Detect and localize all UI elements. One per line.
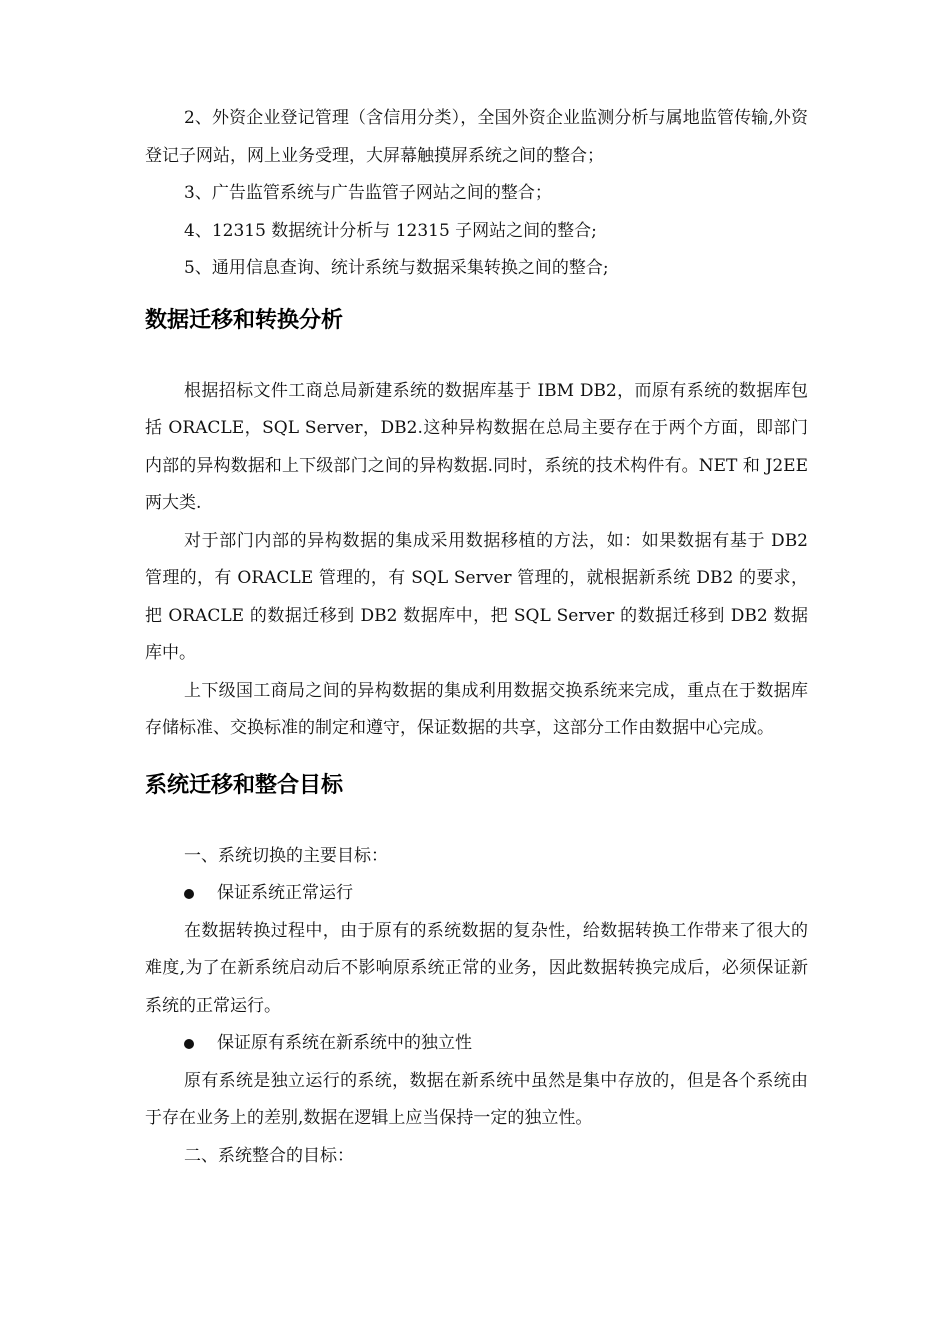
- intro-item-5: 5、通用信息查询、统计系统与数据采集转换之间的整合;: [184, 258, 609, 278]
- bullet2-paragraph: 原有系统是独立运行的系统，数据在新系统中虽然是集中存放的，但是各个系统由于存在业务上的差别,数据在逻辑上应当保持一定的独立性。: [145, 1070, 808, 1128]
- intro-item-4: 4、12315 数据统计分析与 12315 子网站之间的整合;: [184, 220, 597, 241]
- bullet1-paragraph: 在数据转换过程中，由于原有的系统数据的复杂性，给数据转换工作带来了很大的难度,为了在新系统启动后不影响原系统正常的业务，因此数据转换完成后，必须保证新系统的正常运行。: [145, 920, 808, 1016]
- bullet-dot-icon: [184, 889, 194, 899]
- section-heading-data-migration: 数据迁移和转换分析: [145, 307, 344, 333]
- section-heading-system-migration: 系统迁移和整合目标: [145, 772, 344, 798]
- bullet-dot-icon: [184, 1039, 194, 1049]
- bullet-label: 保证原有系统在新系统中的独立性: [217, 1033, 472, 1053]
- document-page: [145, 100, 808, 1175]
- section1-paragraph: 对于部门内部的异构数据的集成采用数据移植的方法，如：如果数据有基于 DB2 管理的，有 ORACLE 管理的，有 SQL Server 管理的，就根据新系统 DB2 的要求，把 ORACLE 的数据迁移到 DB2 数据库中，把 SQL Server 的数据迁移到 DB2 数据库中。: [145, 530, 808, 663]
- bullet-label: 保证系统正常运行: [217, 883, 353, 903]
- bullet-item: [145, 875, 808, 913]
- goal2-heading: 二、系统整合的目标：: [184, 1145, 354, 1166]
- intro-item-2: 2、外资企业登记管理（含信用分类），全国外资企业监测分析与属地监管传输,外资登记子网站，网上业务受理，大屏幕触摸屏系统之间的整合；: [145, 108, 808, 166]
- section1-paragraph: 根据招标文件工商总局新建系统的数据库基于 IBM DB2，而原有系统的数据库包括 ORACLE，SQL Server，DB2.这种异构数据在总局主要存在于两个方面，即部门内部的异构数据和上下级部门之间的异构数据.同时，系统的技术构件有。NET 和 J2EE 两大类.: [145, 380, 809, 513]
- bullet-item: [145, 1025, 808, 1063]
- goal1-heading: 一、系统切换的主要目标：: [184, 845, 388, 866]
- intro-item-3: 3、广告监管系统与广告监管子网站之间的整合；: [184, 183, 552, 203]
- section1-paragraph: 上下级国工商局之间的异构数据的集成利用数据交换系统来完成，重点在于数据库存储标准、交换标准的制定和遵守，保证数据的共享，这部分工作由数据中心完成。: [145, 680, 808, 738]
